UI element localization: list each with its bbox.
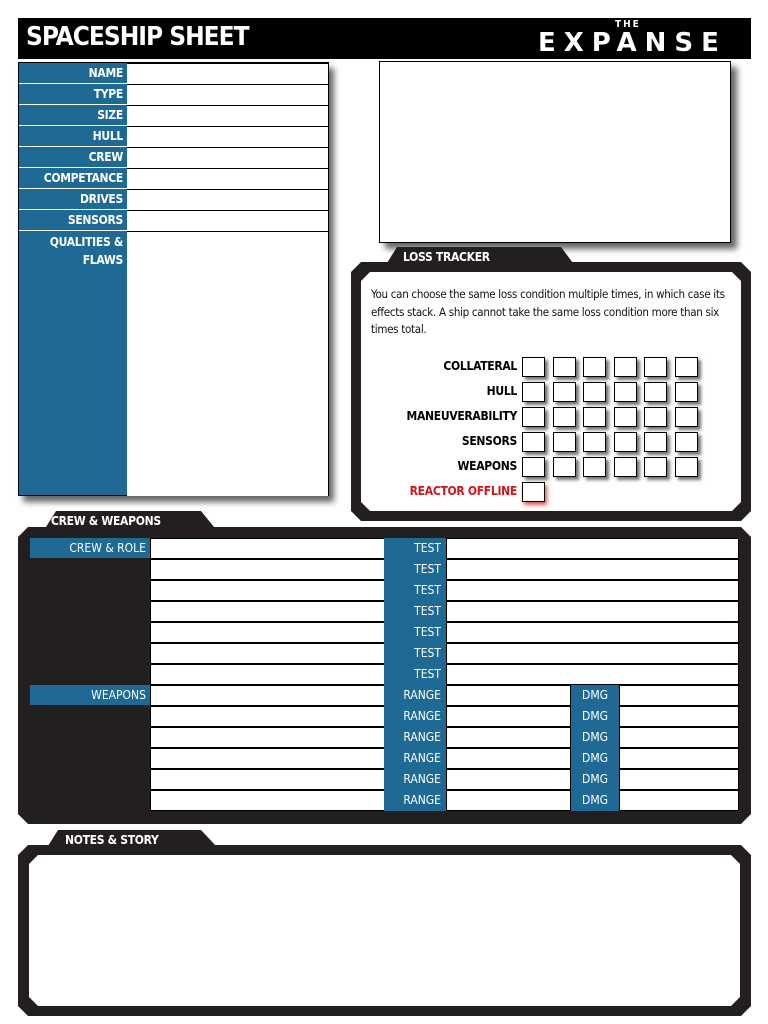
dmg-label: DMG xyxy=(571,706,619,727)
crew-role-input[interactable] xyxy=(150,643,385,664)
ship-field-input[interactable] xyxy=(127,126,328,148)
dmg-input[interactable] xyxy=(619,706,739,727)
ship-field-label: CREW xyxy=(88,150,123,164)
reactor-offline-checkbox[interactable] xyxy=(522,482,545,502)
test-input[interactable] xyxy=(446,580,739,601)
crew-role-input[interactable] xyxy=(150,601,385,622)
dmg-label: DMG xyxy=(571,727,619,748)
weapon-name-input[interactable] xyxy=(150,748,385,769)
dmg-input[interactable] xyxy=(619,748,739,769)
ship-field-row xyxy=(19,63,328,84)
loss-checkbox[interactable] xyxy=(644,457,667,477)
notes-title: NOTES & STORY xyxy=(65,833,159,847)
logo-the: THE xyxy=(615,19,641,30)
dmg-input[interactable] xyxy=(619,685,739,706)
ship-field-label: SIZE xyxy=(97,108,123,122)
loss-checkbox[interactable] xyxy=(583,432,606,452)
crew-role-input[interactable] xyxy=(150,538,385,559)
loss-checkbox[interactable] xyxy=(522,382,545,402)
loss-checkbox[interactable] xyxy=(614,407,637,427)
test-input[interactable] xyxy=(446,664,739,685)
label-divider xyxy=(19,230,127,231)
loss-condition-label: MANEUVERABILITY xyxy=(406,409,517,423)
loss-checkbox[interactable] xyxy=(522,407,545,427)
ship-field-label: COMPETANCE xyxy=(43,171,123,185)
test-label: TEST xyxy=(384,559,446,580)
ship-field-input[interactable] xyxy=(127,147,328,169)
expanse-logo: EXPANSE xyxy=(538,28,727,58)
loss-checkbox[interactable] xyxy=(614,457,637,477)
loss-checkbox[interactable] xyxy=(614,357,637,377)
range-label: RANGE xyxy=(384,706,446,727)
loss-checkbox[interactable] xyxy=(644,432,667,452)
crew-role-input[interactable] xyxy=(150,622,385,643)
loss-checkbox[interactable] xyxy=(644,407,667,427)
test-input[interactable] xyxy=(446,643,739,664)
header-bar xyxy=(18,18,751,59)
loss-checkbox[interactable] xyxy=(522,432,545,452)
weapon-name-input[interactable] xyxy=(150,769,385,790)
test-input[interactable] xyxy=(446,559,739,580)
loss-checkbox[interactable] xyxy=(675,457,698,477)
loss-tracker-title: LOSS TRACKER xyxy=(403,250,490,264)
loss-checkbox[interactable] xyxy=(583,407,606,427)
ship-field-row xyxy=(19,105,328,126)
loss-checkbox[interactable] xyxy=(583,357,606,377)
ship-field-row xyxy=(19,189,328,210)
loss-checkbox[interactable] xyxy=(644,357,667,377)
range-input[interactable] xyxy=(446,748,571,769)
loss-checkbox[interactable] xyxy=(675,357,698,377)
ship-info-panel xyxy=(18,62,329,496)
crew-weapons-title: CREW & WEAPONS xyxy=(51,514,161,528)
loss-checkbox[interactable] xyxy=(553,457,576,477)
ship-field-label: DRIVES xyxy=(79,192,123,206)
test-label: TEST xyxy=(384,538,446,559)
dmg-label: DMG xyxy=(571,685,619,706)
dmg-input[interactable] xyxy=(619,727,739,748)
crew-role-input[interactable] xyxy=(150,559,385,580)
loss-tracker-description: You can choose the same loss condition multiple times, in which case its effects stack. A ship cannot take the same loss condition more than six times total. xyxy=(371,287,725,336)
loss-condition-label: WEAPONS xyxy=(457,459,517,473)
ship-field-row xyxy=(19,84,328,105)
test-label: TEST xyxy=(384,664,446,685)
notes-field[interactable] xyxy=(40,865,730,1000)
crew-role-input[interactable] xyxy=(150,664,385,685)
range-label: RANGE xyxy=(384,769,446,790)
weapon-name-input[interactable] xyxy=(150,706,385,727)
qualities-label xyxy=(19,233,123,269)
ship-field-input[interactable] xyxy=(127,84,328,106)
test-label: TEST xyxy=(384,601,446,622)
dmg-input[interactable] xyxy=(619,790,739,811)
loss-checkbox[interactable] xyxy=(553,382,576,402)
test-label: TEST xyxy=(384,622,446,643)
dmg-label: DMG xyxy=(571,790,619,811)
ship-field-label: NAME xyxy=(88,66,123,80)
ship-field-row xyxy=(19,147,328,168)
loss-checkbox[interactable] xyxy=(553,432,576,452)
reactor-offline-label: REACTOR OFFLINE xyxy=(409,484,517,498)
loss-checkbox[interactable] xyxy=(553,407,576,427)
loss-checkbox[interactable] xyxy=(583,382,606,402)
loss-checkbox[interactable] xyxy=(614,432,637,452)
weapon-name-input[interactable] xyxy=(150,685,385,706)
range-input[interactable] xyxy=(446,706,571,727)
loss-condition-label: COLLATERAL xyxy=(443,359,517,373)
ship-field-row xyxy=(19,168,328,189)
ship-field-input[interactable] xyxy=(127,168,328,190)
range-input[interactable] xyxy=(446,790,571,811)
qualities-label-line1: QUALITIES & xyxy=(49,235,123,249)
page-title: SPACESHIP SHEET xyxy=(26,22,249,52)
ship-field-label: SENSORS xyxy=(67,213,123,227)
test-label: TEST xyxy=(384,643,446,664)
range-label: RANGE xyxy=(384,790,446,811)
ship-image-box[interactable] xyxy=(379,61,731,243)
range-label: RANGE xyxy=(384,727,446,748)
loss-condition-label: HULL xyxy=(486,384,517,398)
ship-field-label: TYPE xyxy=(93,87,123,101)
weapon-name-input[interactable] xyxy=(150,790,385,811)
ship-field-input[interactable] xyxy=(127,210,328,232)
loss-checkbox[interactable] xyxy=(522,357,545,377)
ship-field-label: HULL xyxy=(92,129,123,143)
ship-field-row xyxy=(19,210,328,231)
dmg-input[interactable] xyxy=(619,769,739,790)
dmg-label: DMG xyxy=(571,769,619,790)
weapons-label: WEAPONS xyxy=(30,685,151,705)
ship-field-input[interactable] xyxy=(127,63,328,85)
range-input[interactable] xyxy=(446,727,571,748)
test-input[interactable] xyxy=(446,538,739,559)
loss-condition-label: SENSORS xyxy=(461,434,517,448)
loss-checkbox[interactable] xyxy=(675,432,698,452)
ship-field-input[interactable] xyxy=(127,189,328,211)
loss-checkbox[interactable] xyxy=(522,457,545,477)
test-label: TEST xyxy=(384,580,446,601)
test-input[interactable] xyxy=(446,622,739,643)
range-label: RANGE xyxy=(384,685,446,706)
range-input[interactable] xyxy=(446,769,571,790)
crew-role-input[interactable] xyxy=(150,580,385,601)
loss-checkbox[interactable] xyxy=(675,382,698,402)
loss-checkbox[interactable] xyxy=(614,382,637,402)
range-input[interactable] xyxy=(446,685,571,706)
dmg-label: DMG xyxy=(571,748,619,769)
loss-checkbox[interactable] xyxy=(644,382,667,402)
ship-field-input[interactable] xyxy=(127,105,328,127)
qualities-field[interactable] xyxy=(127,231,328,496)
crew-role-label: CREW & ROLE xyxy=(30,538,151,558)
loss-checkbox[interactable] xyxy=(583,457,606,477)
weapon-name-input[interactable] xyxy=(150,727,385,748)
loss-checkbox[interactable] xyxy=(675,407,698,427)
range-label: RANGE xyxy=(384,748,446,769)
ship-field-row xyxy=(19,126,328,147)
test-input[interactable] xyxy=(446,601,739,622)
qualities-label-line2: FLAWS xyxy=(82,253,123,267)
loss-checkbox[interactable] xyxy=(553,357,576,377)
